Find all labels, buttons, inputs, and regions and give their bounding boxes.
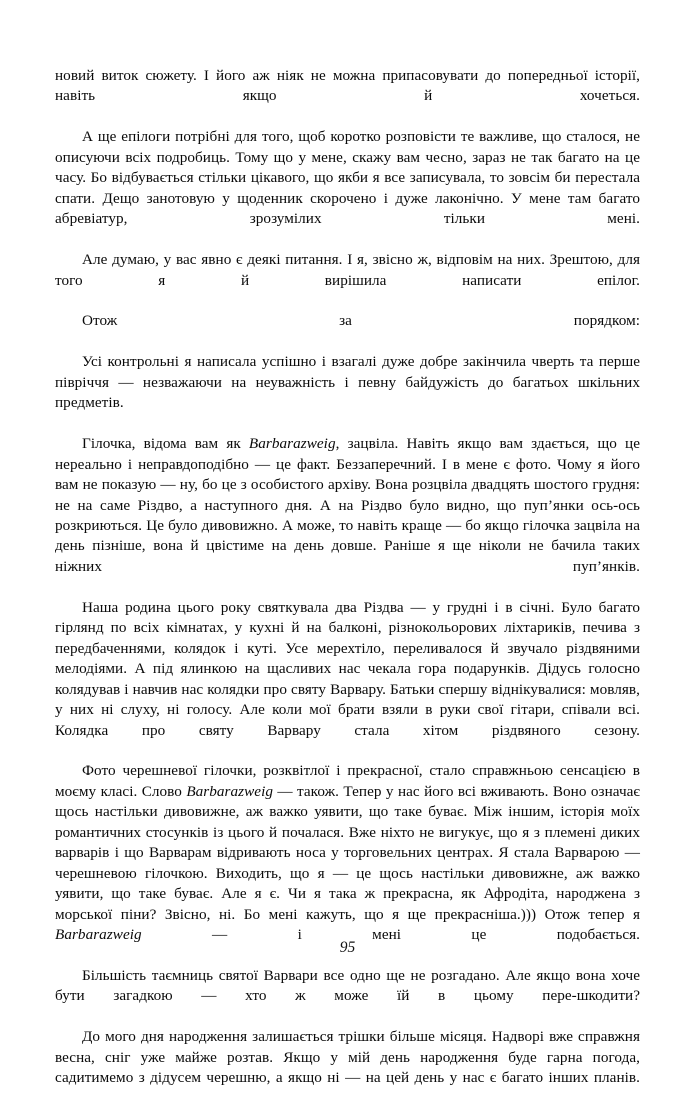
paragraph: новий виток сюжету. І його аж ніяк не можна припасовувати до попередньої історії, навіть якщо й хочеться. [55,67,640,105]
paragraph: Але думаю, у вас явно є деякі питання. І я, звісно ж, відповім на них. Зрештою, для того я й вирішила написати епілог. [55,251,640,289]
paragraph: Більшість таємниць святої Варвари все одно ще не розгадано. Але якщо вона хоче бути загадкою — хто ж може їй в цьому пере-шкодити? [55,966,640,1005]
paragraph: Фото черешневої гілочки, розквітлої і прекрасної, стало справжньою сенсацією в моєму класі. Слово Barbarazweig — також. Тепер у нас його всі вживають. Воно означає щось настільки дивовижне, аж важко уявити, що таке буває. Між іншим, історія моїх романтичних стосунків із цього й почалася. Вже ніхто не вигукує, що я з племені диких варварів і що Варварам відривають носа у торговельних центрах. Я стала Варварою — черешневою гілочкою. Виходить, що я — це щось настільки дивовижне, аж важко уявити, що таке буває. Але я є. Чи я така ж прекрасна, як Афродіта, народжена з морської піни? Звісно, ні. Бо мені кажуть, що я ще прекрасніша.))) Отож тепер я Barbarazweig — і мені це подобається. [55,762,640,944]
paragraph: Усі контрольні я написала успішно і взагалі дуже добре закінчила чверть та перше півріччя — незважаючи на неуважність і певну байдужість до багатьох шкільних предметів. [55,353,640,412]
paragraph: Гілочка, відома вам як Barbarazweig, зацвіла. Навіть якщо вам здається, що це нереально і неправдоподібно — це факт. Беззаперечний. І в мене є фото. Чому я його вам не показую — ну, бо це з особистого архіву. Вона розцвіла двадцять шостого грудня: не на саме Різдво, а наступного дня. А на Різдво було видно, що пуп’янки ось-ось розкриються. Це було дивовижно. А може, то навіть краще — бо якщо гілочка зацвіла на день пізніше, вона й цвістиме на день довше. Раніше я ще ніколи не бачила таких ніжних пуп’янків. [55,435,640,575]
foreign-term: Barbarazweig [55,926,142,944]
paragraph: Наша родина цього року святкувала два Різдва — у грудні і в січні. Було багато гірлянд по всіх кімнатах, у кухні й на балконі, різнокольорових ліхтариків, печива з передбаченнями, колядок і куті. Усе мерехтіло, переливалося й звучало різдвяними мелодіями. А під ялинкою на щасливих нас чекала гора подарунків. Дідусь голосно колядував і навчив нас колядки про святу Варвару. Батьки спершу віднікувалися: мовляв, у них ні слуху, ні голосу. Але коли мої брати взяли в руки свої гітари, співали всі. Колядка про святу Варвару стала хітом різдвяного сезону. [55,598,640,739]
paragraph: А ще епілоги потрібні для того, щоб коротко розповісти те важливе, що сталося, не описуючи всіх подробиць. Тому що у мене, скажу вам чесно, зараз не так багато на це часу. Бо відбувається стільки цікавого, що якби я все записувала, то зовсім би перестала спати. Дещо занотовую у щоденник скорочено і дуже лаконічно. У мене там багато абревіатур, зрозумілих тільки мені. [55,128,640,228]
page-number: 95 [339,939,356,956]
paragraph: Отож за порядком: [82,312,640,330]
foreign-term: Barbarazweig [248,435,336,453]
paragraph: До мого дня народження залишається трішки більше місяця. Надворі вже справжня весна, сніг уже майже розтав. Якщо у мій день народження буде гарна погода, садитимемо з дідусем черешню, а якщо ні — на цей день у нас є багато інших планів. [55,1028,640,1087]
foreign-term: Barbarazweig [186,782,273,800]
